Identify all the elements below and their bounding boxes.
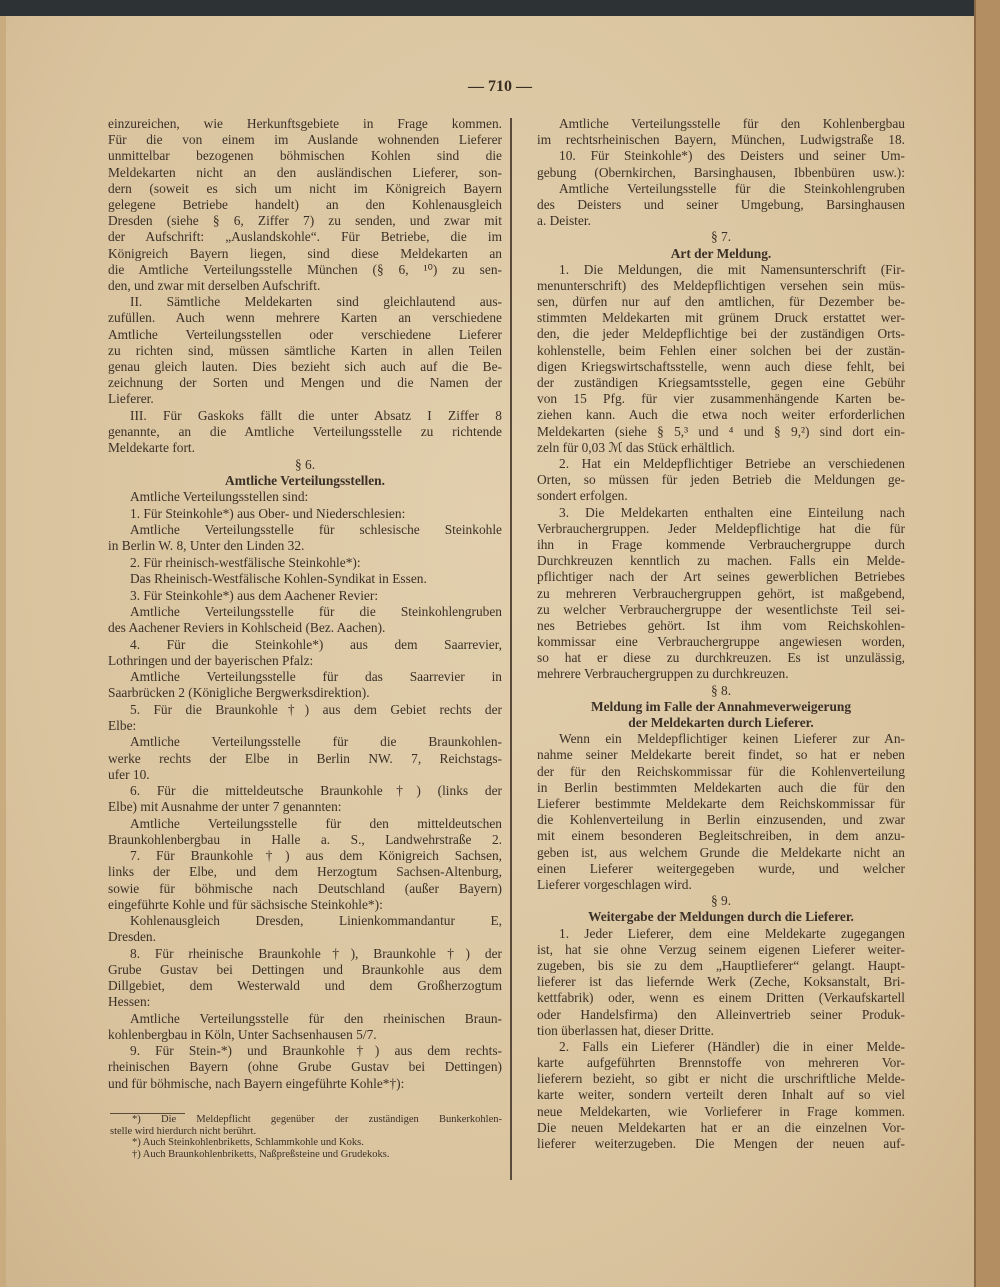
text-line: im rechtsrheinischen Bayern, München, Ludwigstraße 18. xyxy=(537,132,905,148)
text-line: neue Meldekarten, wie Vorlieferer in Frage kommen. xyxy=(537,1103,905,1119)
paragraph-last-line: Lieferer. xyxy=(108,391,154,407)
text-line: nahme seiner Meldekarte bereit findet, so hat er neben xyxy=(537,747,905,763)
text-line: karte weiter, sondern verteilt deren Inhalt auf so viel xyxy=(537,1087,905,1103)
paragraph-first-line: 1. Die Meldungen, die mit Namensunterschrift (Fir- xyxy=(559,261,905,277)
paragraph-first-line: Amtliche Verteilungsstelle für den Kohlenbergbau xyxy=(559,116,905,131)
text-line: digen Kriegswirtschaftsstelle, wenn auch diese fehlt, bei xyxy=(537,358,905,374)
paragraph-last-line: Dresden. xyxy=(108,929,156,945)
section-number: § 6. xyxy=(294,456,316,472)
paragraph-first-line: Amtliche Verteilungsstelle für schlesische Steinkohle xyxy=(130,522,502,538)
right-column xyxy=(537,116,905,1152)
paragraph-line: Amtliche Verteilungsstellen sind: xyxy=(130,489,309,505)
text-line: die Amtliche Verteilungsstelle München (§ 6, ¹⁰) zu sen- xyxy=(108,261,502,277)
paragraph-line: 2. Für rheinisch-westfälische Steinkohle*): xyxy=(130,554,361,570)
text-line: Amtliche Verteilungsstellen oder verschiedene Lieferer xyxy=(108,326,502,342)
paragraph-first-line: Amtliche Verteilungsstelle für die Braunkohlen- xyxy=(130,734,502,750)
text-line: genannte, an die Amtliche Verteilungsstelle zu richtende xyxy=(108,424,502,439)
section-number: § 7. xyxy=(710,229,732,245)
page-number: — 710 — xyxy=(468,78,532,95)
paragraph-first-line: III. Für Gaskoks fällt die unter Absatz I Ziffer 8 xyxy=(130,407,502,423)
text-line: zu richten sind, müssen sämtliche Karten in allen Teilen xyxy=(108,342,502,358)
text-line: Durchkreuzen kenntlich zu machen. Falls ein Melde- xyxy=(537,553,905,569)
paragraph-last-line: tion überlassen hat, dieser Dritte. xyxy=(537,1022,715,1038)
text-line: stimmten Meldekarten mit grünem Druck erstattet wer- xyxy=(537,310,905,326)
paragraph-first-line: II. Sämtliche Meldekarten sind gleichlautend aus- xyxy=(130,294,502,310)
paragraph-line: 1. Für Steinkohle*) aus Ober- und Niederschlesien: xyxy=(130,505,406,521)
paragraph-last-line: Meldekarte fort. xyxy=(108,440,195,456)
text-line: der für den Reichskommissar für die Kohlenverteilung xyxy=(537,763,905,779)
text-line: Dresden (siehe § 6, Ziffer 7) zu senden, und zwar mit xyxy=(108,213,502,229)
text-line: Braunkohlenbergbau in Halle a. S., Landwehrstraße 2. xyxy=(108,831,502,847)
paragraph-last-line: kohlenbergbau in Köln, Unter Sachsenhausen 5/7. xyxy=(108,1026,377,1042)
text-line: die Kohlenverteilung in Berlin einzusenden, und zwar xyxy=(537,812,905,828)
text-line: unmittelbar bezogenen böhmischen Kohlen sind die xyxy=(108,148,502,164)
book-edge xyxy=(974,0,1000,1287)
section-heading: Art der Meldung. xyxy=(670,245,772,261)
paragraph-last-line: a. Deister. xyxy=(537,213,591,229)
paragraph-first-line: 4. Für die Steinkohle*) aus dem Saarrevier, xyxy=(130,636,502,652)
text-line: pflichtiger nach der Art seines gewerblichen Betriebes xyxy=(537,569,905,585)
text-line: lieferer ist das liefernde Werk (Zeche, Koksanstalt, Bri- xyxy=(537,974,905,990)
text-line: sen, dürfen nur auf den amtlichen, für Dezember be- xyxy=(537,294,905,310)
text-line: karte aufgeführten Brennstoffe von mehreren Vor- xyxy=(537,1055,905,1071)
paragraph-first-line: *) Die Meldepflicht gegenüber der zuständigen Bunkerkohlen- xyxy=(132,1114,502,1125)
paragraph-last-line: Lothringen und der bayerischen Pfalz: xyxy=(108,652,314,668)
paragraph-last-line: Saarbrücken 2 (Königliche Bergwerksdirektion). xyxy=(108,685,370,701)
paragraph-first-line: Kohlenausgleich Dresden, Linienkommandantur E, xyxy=(130,913,502,929)
text-line: Königreich Bayern liegen, sind diese Meldekarten an xyxy=(108,245,502,261)
paragraph-last-line: in Berlin W. 8, Unter den Linden 32. xyxy=(108,538,305,554)
text-line: kettfabrik) oder, wenn es einem Dritten (Verkaufskartell xyxy=(537,990,905,1006)
paragraph-first-line: Amtliche Verteilungsstelle für die Steinkohlengruben xyxy=(130,604,502,620)
text-line: zufüllen. Auch wenn mehrere Karten an verschiedene xyxy=(108,310,502,326)
section-heading: der Meldekarten durch Lieferer. xyxy=(628,715,814,731)
text-line: ziehen kann. Auch die etwa noch weiter erforderlichen xyxy=(537,407,905,423)
paragraph-last-line: Elbe) mit Ausnahme der unter 7 genannten: xyxy=(108,799,342,815)
section-heading: Meldung im Falle der Annahmeverweigerung xyxy=(590,698,852,714)
text-line: sowie für böhmische nach Deutschland (außer Bayern) xyxy=(108,880,502,896)
text-line: oder Handelsfirma) den Alleinvertrieb seiner Produk- xyxy=(537,1006,905,1022)
text-line: Grube Gustav bei Dettingen und Braunkohle aus dem xyxy=(108,961,502,977)
text-line: Die neuen Meldekarten hat er an die einzelnen Vor- xyxy=(537,1119,905,1135)
paragraph-last-line: den, und zwar mit derselben Aufschrift. xyxy=(108,277,321,293)
paragraph-last-line: und für böhmische, nach Bayern eingeführte Kohle*†): xyxy=(108,1075,405,1091)
text-line: Meldekarten (siehe § 5,³ und ⁴ und § 9,²) sind dort ein- xyxy=(537,423,905,439)
paragraph-first-line: 6. Für die mitteldeutsche Braunkohle†) (links der xyxy=(130,783,502,799)
section-number: § 8. xyxy=(710,682,732,698)
paragraph-first-line: 1. Jeder Lieferer, dem eine Meldekarte zugegangen xyxy=(559,925,905,941)
paragraph-line: Das Rheinisch-Westfälische Kohlen-Syndikat in Essen. xyxy=(130,571,427,587)
text-line: gebung (Obernkirchen, Barsinghausen, Ibbenbüren usw.): xyxy=(537,164,905,180)
text-line: menunterschrift) des Meldepflichtigen versehen sein müs- xyxy=(537,277,905,293)
paragraph-last-line: ufer 10. xyxy=(108,766,150,782)
text-line: zeichnung der Sorten und Mengen und die Namen der xyxy=(108,375,502,391)
paragraph-first-line: 7. Für Braunkohle†) aus dem Königreich Sachsen, xyxy=(130,848,502,864)
text-line: lieferer weiterzugeben. Die Mengen der neuen auf- xyxy=(537,1136,905,1152)
text-line: einzureichen, wie Herkunftsgebiete in Frage kommen. xyxy=(108,116,502,131)
paragraph-last-line: Lieferer vorgeschlagen wird. xyxy=(537,876,692,892)
column-divider xyxy=(510,118,512,1180)
text-line: werke rechts der Elbe in Berlin NW. 7, Reichstags- xyxy=(108,750,502,766)
text-line: Lieferer bestimmte Meldekarte dem Reichskommissar für xyxy=(537,796,905,812)
text-line: Dillgebiet, dem Westerwald und dem Großherzogtum xyxy=(108,978,502,994)
left-column xyxy=(108,116,502,1092)
paragraph-first-line: Amtliche Verteilungsstelle für den rheinischen Braun- xyxy=(130,1010,502,1026)
text-line: zu welcher Verbrauchergruppe der wesentlichste Teil sei- xyxy=(537,601,905,617)
text-line: nes Betriebes gehört. Ist ihm vom Reichskohlen- xyxy=(537,617,905,633)
text-line: Verbrauchergruppen. Jeder Meldepflichtige hat die für xyxy=(537,520,905,536)
paragraph-first-line: 5. Für die Braunkohle†) aus dem Gebiet rechts der xyxy=(130,701,502,717)
text-line: rheinischen Bayern (ohne Grube Gustav bei Dettingen) xyxy=(108,1059,502,1075)
paragraph-last-line: mehrere Verbrauchergruppen zu durchkreuzen. xyxy=(537,666,789,682)
section-number: § 9. xyxy=(710,893,732,909)
paragraph-last-line: Hessen: xyxy=(108,994,151,1010)
paragraph-first-line: 3. Die Meldekarten enthalten eine Einteilung nach xyxy=(559,504,905,520)
paragraph-line: 3. Für Steinkohle*) aus dem Aachener Revier: xyxy=(130,587,379,603)
text-line: ihn in Frage kommende Verbrauchergruppe durch xyxy=(537,536,905,552)
text-line: den, die jeder Meldepflichtige bei der zuständigen Orts- xyxy=(537,326,905,342)
text-line: dern (soweit es sich um nicht im Königreich Bayern xyxy=(108,180,502,196)
paragraph-line: *) Auch Steinkohlenbriketts, Schlammkohle und Koks. xyxy=(132,1137,364,1148)
paragraph-last-line: Elbe: xyxy=(108,718,137,733)
section-heading: Weitergabe der Meldungen durch die Lieferer. xyxy=(588,909,854,925)
section-heading: Amtliche Verteilungsstellen. xyxy=(225,473,385,488)
text-line: Orten, so müssen für jeden Betrieb die Meldungen ge- xyxy=(537,472,905,488)
text-line: zu mehreren Verbrauchergruppen gehört, ist maßgebend, xyxy=(537,585,905,601)
text-line: genau gleich lauten. Dies bezieht sich auch auf die Be- xyxy=(108,359,502,375)
text-line: so hat er diese zu durchkreuzen. Es ist unzulässig, xyxy=(537,650,905,666)
text-line: in Berlin bestimmten Meldekarten auch die für den xyxy=(537,779,905,795)
text-line: der zuständigen Kriegsamtsstelle, gegen eine Gebühr xyxy=(537,375,905,391)
paragraph-first-line: 2. Falls ein Lieferer (Händler) die in einer Melde- xyxy=(559,1038,905,1054)
paragraph-first-line: 2. Hat ein Meldepflichtiger Betriebe an verschiedenen xyxy=(559,456,905,471)
text-line: von 15 Pfg. für vier zusammenhängende Karten be- xyxy=(537,391,905,407)
text-line: des Deisters und seiner Umgebung, Barsinghausen xyxy=(537,196,905,212)
paragraph-first-line: Amtliche Verteilungsstelle für das Saarrevier in xyxy=(130,669,502,685)
text-line: Meldekarten nicht an den ausländischen Lieferer, son- xyxy=(108,164,502,180)
paragraph-first-line: Amtliche Verteilungsstelle für den mitteldeutschen xyxy=(130,815,502,831)
text-line: Für die von einem im Auslande wohnenden Lieferer xyxy=(108,132,502,148)
paragraph-last-line: zeln für 0,03 ℳ das Stück erhältlich. xyxy=(537,439,736,455)
paragraph-first-line: 10. Für Steinkohle*) des Deisters und seiner Um- xyxy=(559,148,905,164)
text-line: mit einem besonderen Begleitschreiben, in dem anzu- xyxy=(537,828,905,844)
footnotes xyxy=(110,1114,502,1160)
text-line: der Aufschrift: „Auslandskohle“. Für Betriebe, die im xyxy=(108,229,502,245)
paragraph-first-line: 9. Für Stein-*) und Braunkohle†) aus dem rechts- xyxy=(130,1043,502,1059)
text-line: einen Lieferer weitergegeben wurde, und welcher xyxy=(537,860,905,876)
paragraph-last-line: des Aachener Reviers in Kohlscheid (Bez. Aachen). xyxy=(108,620,386,636)
paragraph-first-line: 8. Für rheinische Braunkohle†), Braunkohle†) der xyxy=(130,945,502,961)
paragraph-first-line: Wenn ein Meldepflichtiger keinen Lieferer zur An- xyxy=(559,731,905,747)
text-line: lieferern bezieht, so gibt er nicht die urschriftliche Melde- xyxy=(537,1071,905,1087)
paragraph-last-line: eingeführte Kohle und für sächsische Steinkohle*): xyxy=(108,896,383,912)
text-line: zugeben, bis sie zu dem „Hauptlieferer“ gelangt. Haupt- xyxy=(537,957,905,973)
text-line: gelegene Betriebe handelt) an den Kohlenausgleich xyxy=(108,196,502,212)
paragraph-line: †) Auch Braunkohlenbriketts, Naßpreßsteine und Grudekoks. xyxy=(132,1148,390,1160)
text-line: kommissar eine Verbrauchergruppe angewiesen worden, xyxy=(537,634,905,650)
page-left-edge xyxy=(0,16,6,1287)
text-line: links der Elbe, und dem Herzogtum Sachsen-Altenburg, xyxy=(108,864,502,880)
paragraph-first-line: Amtliche Verteilungsstelle für die Steinkohlengruben xyxy=(559,180,905,196)
text-line: ist, hat sie ohne Verzug seinem eigenen Lieferer weiter- xyxy=(537,941,905,957)
text-line: geben ist, aus welchem Grunde die Meldekarte nicht an xyxy=(537,844,905,860)
paragraph-last-line: stelle wird hierdurch nicht berührt. xyxy=(110,1125,257,1137)
paragraph-last-line: sondert erfolgen. xyxy=(537,488,628,504)
text-line: kohlenstelle, beim Fehlen einer solchen bei der zustän- xyxy=(537,342,905,358)
